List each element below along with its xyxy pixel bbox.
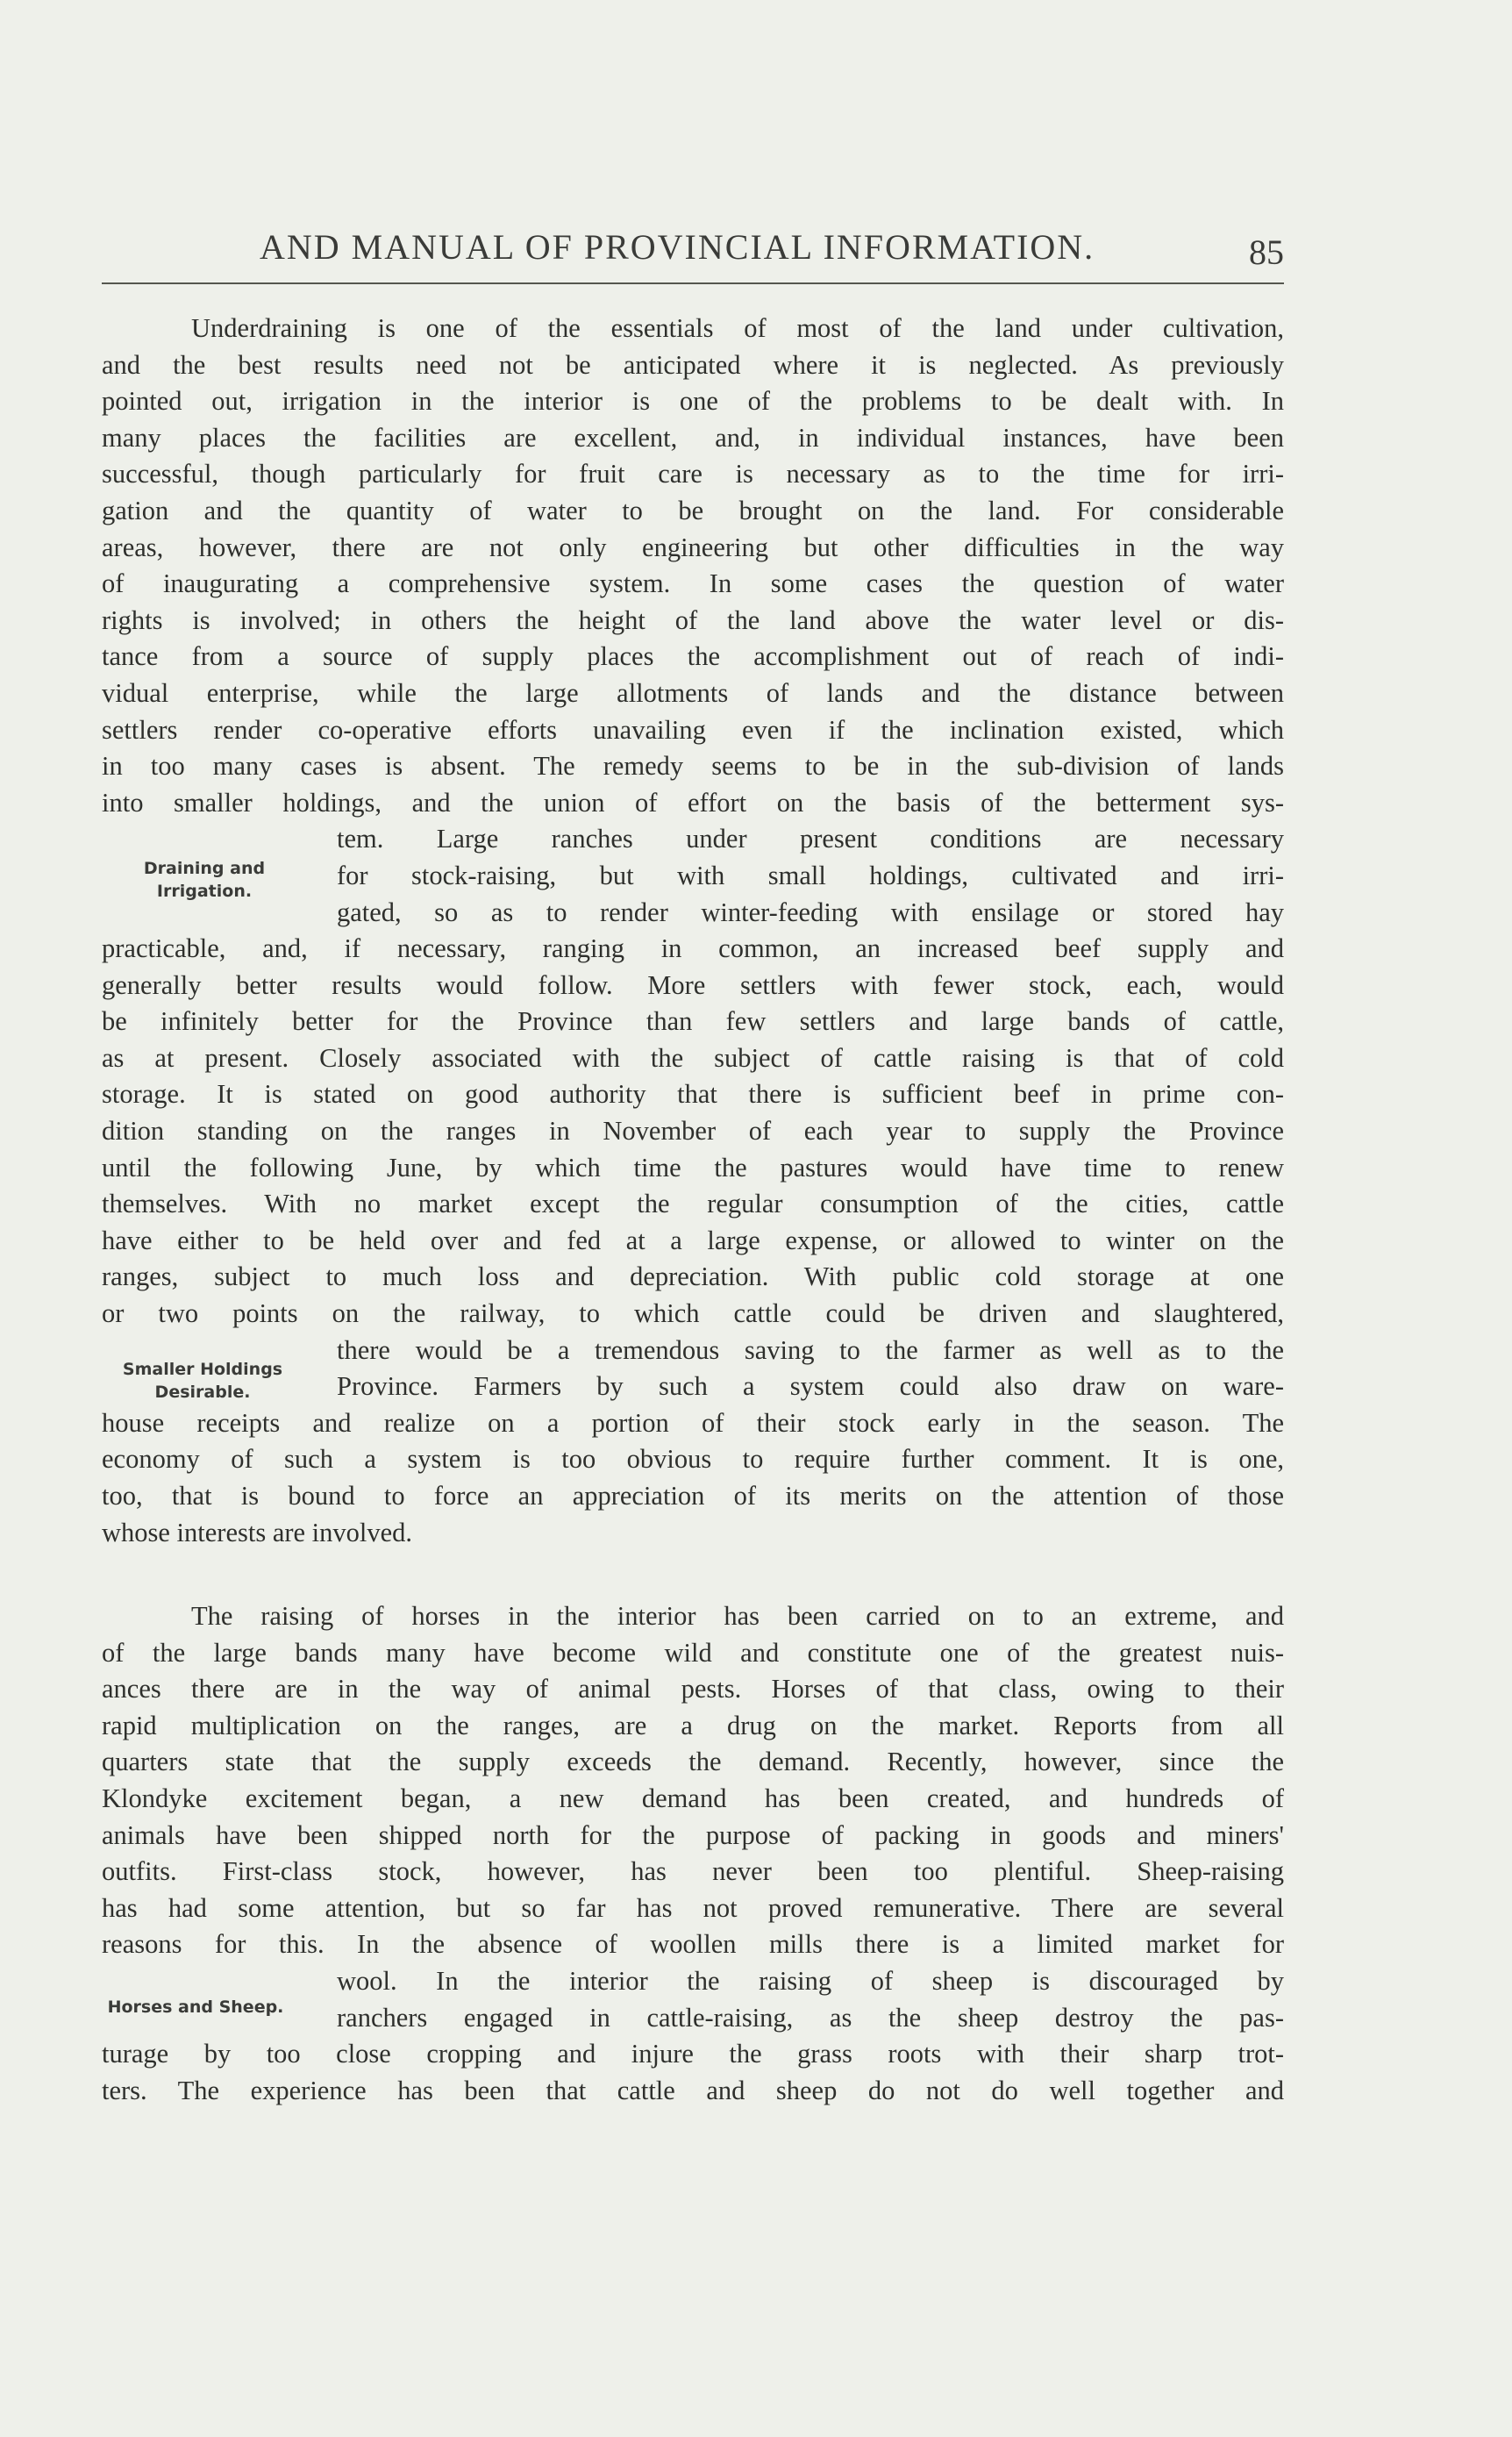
text-line: outfits. First-class stock, however, has never been too plentiful. Sheep-raising (102, 1856, 1284, 1887)
text-line: too, that is bound to force an appreciation of its merits on the attention of those (102, 1481, 1284, 1511)
text-line: until the following June, by which time the pastures would have time to renew (102, 1152, 1284, 1183)
page-header (102, 226, 1284, 279)
text-line: gation and the quantity of water to be brought on the land. For considerable (102, 495, 1284, 525)
running-head: AND MANUAL OF PROVINCIAL INFORMATION. (260, 227, 1095, 267)
text-line: for stock-raising, but with small holdings, cultivated and irri- (337, 860, 1284, 890)
text-line: practicable, and, if necessary, ranging in common, an increased beef supply and (102, 933, 1284, 964)
text-line: rights is involved; in others the height of the land above the water level or dis- (102, 604, 1284, 635)
text-line: reasons for this. In the absence of woollen mills there is a limited market for (102, 1929, 1284, 1960)
text-line: wool. In the interior the raising of sheep is discouraged by (337, 1965, 1284, 1996)
text-line: as at present. Closely associated with the subject of cattle raising is that of cold (102, 1042, 1284, 1073)
text-line: themselves. With no market except the regular consumption of the cities, cattle (102, 1189, 1284, 1219)
text-line: quarters state that the supply exceeds the demand. Recently, however, since the (102, 1747, 1284, 1777)
text-line: many places the facilities are excellent, and, in individual instances, have been (102, 422, 1284, 453)
text-line: settlers render co-operative efforts unavailing even if the inclination existed, which (102, 714, 1284, 745)
sidenote-line: Smaller Holdings (122, 1360, 283, 1379)
text-line: into smaller holdings, and the union of effort on the basis of the betterment sys- (102, 787, 1284, 818)
text-line: vidual enterprise, while the large allotments of lands and the distance between (102, 677, 1284, 708)
text-line: tem. Large ranches under present conditions are necessary (337, 824, 1284, 854)
sidenote-line: Horses and Sheep. (107, 1997, 284, 2017)
text-line: gated, so as to render winter-feeding with ensilage or stored hay (337, 897, 1284, 927)
text-line: house receipts and realize on a portion of their stock early in the season. The (102, 1407, 1284, 1438)
text-line: dition standing on the ranges in November of each year to supply the Province (102, 1116, 1284, 1147)
header-rule (102, 282, 1284, 284)
sidenote-line: Irrigation. (156, 882, 253, 901)
text-line: there would be a tremendous saving to the farmer as well as to the (337, 1334, 1284, 1365)
text-line: and the best results need not be anticipated where it is neglected. As previously (102, 349, 1284, 380)
text-line: successful, though particularly for fruit care is necessary as to the time for irri- (102, 459, 1284, 490)
text-line: The raising of horses in the interior has been carried on to an extreme, and (191, 1601, 1284, 1631)
text-line: whose interests are involved. (102, 1517, 413, 1547)
text-line: storage. It is stated on good authority that there is sufficient beef in prime con- (102, 1079, 1284, 1110)
sidenote-line: Draining and (143, 859, 266, 878)
text-line: of the large bands many have become wild and constitute one of the greatest nuis- (102, 1637, 1284, 1668)
text-line: ances there are in the way of animal pests. Horses of that class, owing to their (102, 1674, 1284, 1704)
text-line: Klondyke excitement began, a new demand has been created, and hundreds of (102, 1783, 1284, 1813)
text-line: turage by too close cropping and injure the grass roots with their sharp trot- (102, 2039, 1284, 2069)
text-line: rapid multiplication on the ranges, are a drug on the market. Reports from all (102, 1710, 1284, 1740)
text-line: ranchers engaged in cattle-raising, as the sheep destroy the pas- (337, 2002, 1284, 2033)
paragraph-underdraining (102, 311, 1284, 1551)
text-line: or two points on the railway, to which cattle could be driven and slaughtered, (102, 1298, 1284, 1329)
text-line: have either to be held over and fed at a large expense, or allowed to winter on the (102, 1225, 1284, 1255)
text-line: generally better results would follow. More settlers with fewer stock, each, would (102, 969, 1284, 1000)
text-line: tance from a source of supply places the accomplishment out of reach of indi- (102, 641, 1284, 672)
text-line: in too many cases is absent. The remedy seems to be in the sub-division of lands (102, 751, 1284, 782)
text-line: Province. Farmers by such a system could also draw on ware- (337, 1371, 1284, 1402)
text-line: animals have been shipped north for the purpose of packing in goods and miners' (102, 1819, 1284, 1850)
text-line: ters. The experience has been that cattle and sheep do not do well together and (102, 2075, 1284, 2105)
text-line: ranges, subject to much loss and depreciation. With public cold storage at one (102, 1261, 1284, 1292)
text-line: pointed out, irrigation in the interior is one of the problems to be dealt with. In (102, 386, 1284, 417)
text-line: has had some attention, but so far has not proved remunerative. There are several (102, 1892, 1284, 1923)
text-line: Underdraining is one of the essentials of most of the land under cultivation, (191, 313, 1284, 343)
text-line: economy of such a system is too obvious to require further comment. It is one, (102, 1444, 1284, 1475)
text-line: be infinitely better for the Province than few settlers and large bands of cattle, (102, 1006, 1284, 1037)
sidenote-line: Desirable. (154, 1383, 251, 1402)
text-line: areas, however, there are not only engineering but other difficulties in the way (102, 532, 1284, 562)
page-number: 85 (1249, 232, 1284, 272)
paragraph-horses-and-sheep (102, 1598, 1284, 2109)
text-line: of inaugurating a comprehensive system. In some cases the question of water (102, 568, 1284, 599)
